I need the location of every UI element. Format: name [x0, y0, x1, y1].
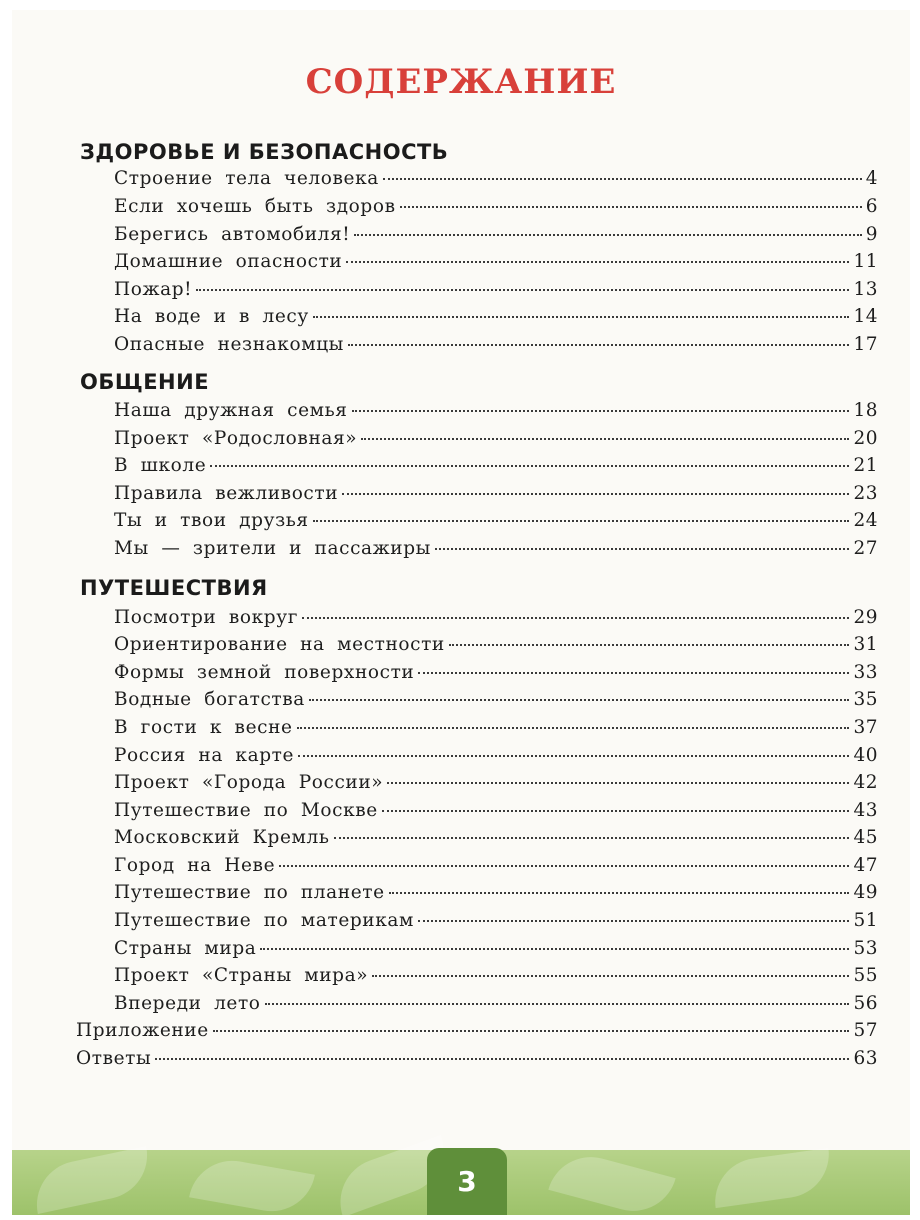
page-number-label: 3: [457, 1165, 477, 1198]
toc-entry[interactable]: Наша дружная семья 18: [114, 400, 878, 421]
page-number: 27: [853, 538, 878, 559]
page-number: 33: [853, 662, 878, 683]
page-number: 20: [853, 428, 878, 449]
dot-leader: [313, 520, 850, 522]
toc-entry[interactable]: Россия на карте 40: [114, 745, 878, 766]
dot-leader: [449, 644, 850, 646]
page-number: 43: [853, 800, 878, 821]
dot-leader: [346, 261, 849, 263]
toc-entry[interactable]: Ты и твои друзья 24: [114, 510, 878, 531]
page-number: 42: [853, 772, 878, 793]
dot-leader: [372, 975, 849, 977]
toc-entry[interactable]: Город на Неве 47: [114, 855, 878, 876]
dot-leader: [213, 1030, 850, 1032]
toc-entry[interactable]: Мы — зрители и пассажиры 27: [114, 538, 878, 559]
page-number: 31: [853, 634, 878, 655]
leaf-decoration: [548, 1147, 675, 1215]
dot-leader: [435, 548, 849, 550]
dot-leader: [334, 837, 850, 839]
dot-leader: [400, 206, 862, 208]
toc-entry[interactable]: Путешествие по материкам 51: [114, 910, 878, 931]
leaf-decoration: [710, 1148, 835, 1208]
toc-entry[interactable]: Посмотри вокруг 29: [114, 607, 878, 628]
page-number: 40: [853, 745, 878, 766]
page-number: 63: [853, 1048, 878, 1069]
toc-entry[interactable]: Водные богатства 35: [114, 689, 878, 710]
toc-entry[interactable]: В школе 21: [114, 455, 878, 476]
toc-entry[interactable]: Проект «Родословная» 20: [114, 428, 878, 449]
dot-leader: [361, 438, 849, 440]
page-number: 24: [853, 510, 878, 531]
page-number: 51: [853, 910, 878, 931]
dot-leader: [354, 234, 861, 236]
dot-leader: [382, 810, 850, 812]
toc-entry[interactable]: Опасные незнакомцы 17: [114, 334, 878, 355]
page-number: 55: [853, 965, 878, 986]
toc-entry[interactable]: Домашние опасности 11: [114, 251, 878, 272]
dot-leader: [389, 892, 850, 894]
page-number: 6: [865, 196, 878, 217]
page-number: 17: [853, 334, 878, 355]
page-number: 23: [853, 483, 878, 504]
page-number: 21: [853, 455, 878, 476]
toc-entry[interactable]: Путешествие по Москве 43: [114, 800, 878, 821]
toc-entry[interactable]: Путешествие по планете 49: [114, 882, 878, 903]
dot-leader: [265, 1003, 850, 1005]
dot-leader: [309, 699, 850, 701]
leaf-decoration: [189, 1154, 315, 1215]
toc-entry[interactable]: Ориентирование на местности 31: [114, 634, 878, 655]
dot-leader: [418, 920, 849, 922]
toc-entry[interactable]: Если хочешь быть здоров 6: [114, 196, 878, 217]
toc-entry[interactable]: Страны мира 53: [114, 938, 878, 959]
page-number: 18: [853, 400, 878, 421]
dot-leader: [383, 178, 862, 180]
page-number: 14: [853, 306, 878, 327]
section-heading-communication: ОБЩЕНИЕ: [80, 370, 210, 394]
dot-leader: [302, 617, 849, 619]
section-heading-health: ЗДОРОВЬЕ И БЕЗОПАСНОСТЬ: [80, 140, 449, 164]
toc-entry[interactable]: Московский Кремль 45: [114, 827, 878, 848]
page-number-tab: [427, 1148, 507, 1215]
toc-entry[interactable]: В гости к весне 37: [114, 717, 878, 738]
book-page: [12, 10, 910, 1215]
toc-entry[interactable]: Берегись автомобиля! 9: [114, 224, 878, 245]
toc-entry[interactable]: Проект «Страны мира» 55: [114, 965, 878, 986]
dot-leader: [418, 672, 849, 674]
section-heading-travel: ПУТЕШЕСТВИЯ: [80, 576, 268, 600]
dot-leader: [279, 865, 849, 867]
dot-leader: [342, 493, 849, 495]
toc-entry[interactable]: На воде и в лесу 14: [114, 306, 878, 327]
dot-leader: [260, 948, 849, 950]
page-number: 47: [853, 855, 878, 876]
dot-leader: [210, 465, 849, 467]
toc-entry[interactable]: Впереди лето 56: [114, 993, 878, 1014]
page-number: 57: [853, 1020, 878, 1041]
page-number: 11: [853, 251, 878, 272]
toc-entry[interactable]: Правила вежливости 23: [114, 483, 878, 504]
toc-entry-appendix[interactable]: Приложение 57: [76, 1020, 878, 1041]
page-number: 9: [865, 224, 878, 245]
page-number: 35: [853, 689, 878, 710]
leaf-decoration: [29, 1146, 156, 1214]
toc-entry[interactable]: Проект «Города России» 42: [114, 772, 878, 793]
dot-leader: [297, 727, 850, 729]
page-number: 56: [853, 993, 878, 1014]
toc-entry[interactable]: Пожар! 13: [114, 279, 878, 300]
page-number: 37: [853, 717, 878, 738]
page-number: 49: [853, 882, 878, 903]
page-number: 29: [853, 607, 878, 628]
page-number: 45: [853, 827, 878, 848]
dot-leader: [155, 1058, 849, 1060]
page-title: СОДЕРЖАНИЕ: [305, 62, 617, 102]
table-of-contents: [12, 10, 910, 1215]
page-number: 13: [853, 279, 878, 300]
toc-entry[interactable]: Строение тела человека 4: [114, 168, 878, 189]
dot-leader: [387, 782, 849, 784]
page-number: 53: [853, 938, 878, 959]
dot-leader: [298, 755, 849, 757]
toc-entry-answers[interactable]: Ответы 63: [76, 1048, 878, 1069]
dot-leader: [196, 289, 849, 291]
dot-leader: [352, 410, 850, 412]
page-number: 4: [865, 168, 878, 189]
toc-entry[interactable]: Формы земной поверхности 33: [114, 662, 878, 683]
dot-leader: [313, 316, 850, 318]
dot-leader: [348, 344, 849, 346]
